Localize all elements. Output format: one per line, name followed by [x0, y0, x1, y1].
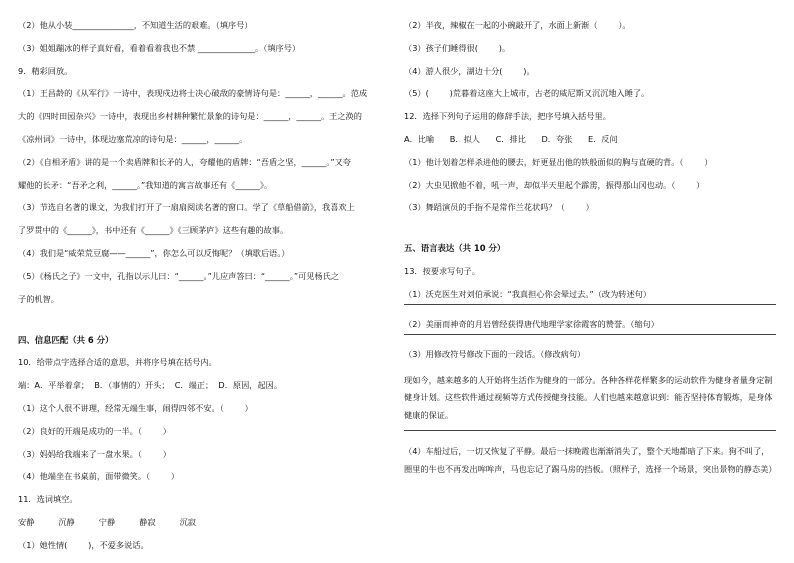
section-4-heading: 四、信息匹配（共 6 分）	[18, 334, 114, 345]
q12-item-3: （3）舞蹈演员的手指不是常作兰花状吗？（ ）	[404, 202, 594, 213]
answer-line	[404, 430, 776, 431]
q10-item-2: （2）良好的开端是成功的一半。（ ）	[18, 425, 171, 436]
q10-options: 端：A．平举着拿； B．（事情的）开头； C．端正； D．原因，起因。	[18, 380, 283, 391]
q10-title: 10．给带点字选择合适的意思，并将序号填在括号内。	[18, 357, 217, 368]
q11-word-bank	[18, 517, 380, 528]
q8-item-3: （3）姐姐蹦冰的样子真好看，看着看着我也不禁 ______________。（填序号）	[18, 42, 301, 53]
q12-item-1: （1）他计划着怎样杀进他的腰去，好更显出他的铁般面似的胸与直硬的背。（ ）	[404, 156, 713, 167]
q9-title: 9．精彩回放。	[18, 65, 73, 76]
right-column	[404, 20, 776, 490]
q12-options: A．比喻 B．拟人 C．排比 D．夸张 E．反问	[404, 133, 618, 144]
q11-item-4: （4）游人很少，湖边十分( )。	[404, 65, 535, 76]
q9-5-line-1: （5）《杨氏之子》一文中，孔指以示儿曰：“______。”儿应声答曰：“______。”可见杨氏之	[18, 270, 340, 281]
q9-2-line-1: （2）《自相矛盾》讲的是一个卖盾牌和长矛的人，夸耀他的盾牌：“吾盾之坚，______。”又夸	[18, 156, 351, 167]
q11-item-1: （1）她性情( )，不爱多说话。	[18, 539, 149, 550]
q11-item-3: （3）孩子们睡得很( )。	[404, 42, 511, 53]
word-option: 沉寂	[179, 516, 196, 527]
q13-item-2: （2）美丽而神奇的月岩曾经获得唐代地理学家徐霞客的赞誉。（缩句）	[404, 318, 659, 329]
q13-item-3: （3）用修改符号修改下面的一段话。（修改病句）	[404, 348, 586, 359]
q11-item-5: （5）( )荒暮着这座大上城市，古老的威尼斯又沉沉地入睡了。	[404, 88, 650, 99]
word-option: 静寂	[139, 516, 156, 527]
answer-line	[404, 304, 776, 305]
q13-item-1: （1）沃克医生对刘伯承说：“我真担心你会晕过去。”（改为转述句）	[404, 288, 652, 299]
q9-5-line-2: 子的机智。	[18, 293, 59, 304]
word-option: 沉静	[58, 516, 75, 527]
q10-item-3: （3）妈妈给我端来了一盘水果。（ ）	[18, 448, 171, 459]
answer-line	[404, 334, 776, 335]
q9-3-line-1: （3）节选自名著的课文，为我们打开了一扇扇阅读名著的窗口。学了《草船借箭》，我喜欢上	[18, 202, 355, 213]
word-option: 安静	[18, 516, 35, 527]
q11-item-2: （2）半夜，辣椒在一起的小碗敲开了，水面上新渐（ ）。	[404, 20, 631, 30]
q13-title: 13．按要求写句子。	[404, 266, 480, 277]
q10-item-1: （1）这个人很不讲理，经常无端生事，闹得四邻不安。（ ）	[18, 402, 253, 413]
q9-1-line-3: 《凉州词》一诗中，体现边塞荒凉的诗句是：______，______。	[18, 133, 248, 144]
q9-1-line-2: 大的《四时田园杂兴》一诗中，表现出乡村耕种繁忙景象的诗句是：______，______。王之涣的	[18, 111, 362, 122]
left-column	[18, 20, 380, 563]
word-option: 宁静	[98, 516, 116, 527]
q10-item-4: （4）他端坐在书桌前，面带微笑。（ ）	[18, 471, 180, 482]
section-5-heading: 五、语言表达（共 10 分）	[404, 243, 506, 254]
q8-item-2: （2）他从小装_______________，不知道生活的艰难。（填序号）	[18, 20, 253, 30]
q9-2-line-2: 耀他的长矛：“吾矛之利，______。”我知道的寓言故事还有《______》。	[18, 179, 273, 190]
q9-3-line-2: 了罗贯中的《______》，书中还有《______》《三顾茅庐》这些有趣的故事。	[18, 225, 289, 236]
q12-title: 12．选择下列句子运用的修辞手法，把序号填入括号里。	[404, 111, 611, 122]
edit-paragraph: 现如今，越来越多的人开始将生活作为健身的一部分。各种各样花样繁多的运动软件为健身者量身定制健身计划。这些软件通过视频等方式传授健身技能。人们也越来越意识到：能否坚持体育锻炼，是身体健康的保证。	[404, 374, 773, 420]
q13-item-4: （4）车船过后，一切又恢复了平静。最后一抹晚霞也渐渐消失了，整个天地都暗了下来。狗不叫了，圈里的牛也不再发出哞哞声，马也忘记了踢马房的挡板。（照样子，选择一个场景，突出景物的静态美）	[404, 446, 777, 474]
q12-item-2: （2）大虫见掀他不着，吼一声，却似半天里起个霹雳，振得那山冈也动。（ ）	[404, 179, 705, 190]
q9-1-line-1: （1）王昌龄的《从军行》一诗中，表现戍边将士决心破敌的豪情诗句是：______，______。范成	[18, 88, 368, 99]
q9-4: （4）我们是“威荣荒豆腐——______”，你怎么可以反悔呢？（填歇后语。）	[18, 247, 290, 258]
q11-title: 11．选词填空。	[18, 494, 78, 505]
